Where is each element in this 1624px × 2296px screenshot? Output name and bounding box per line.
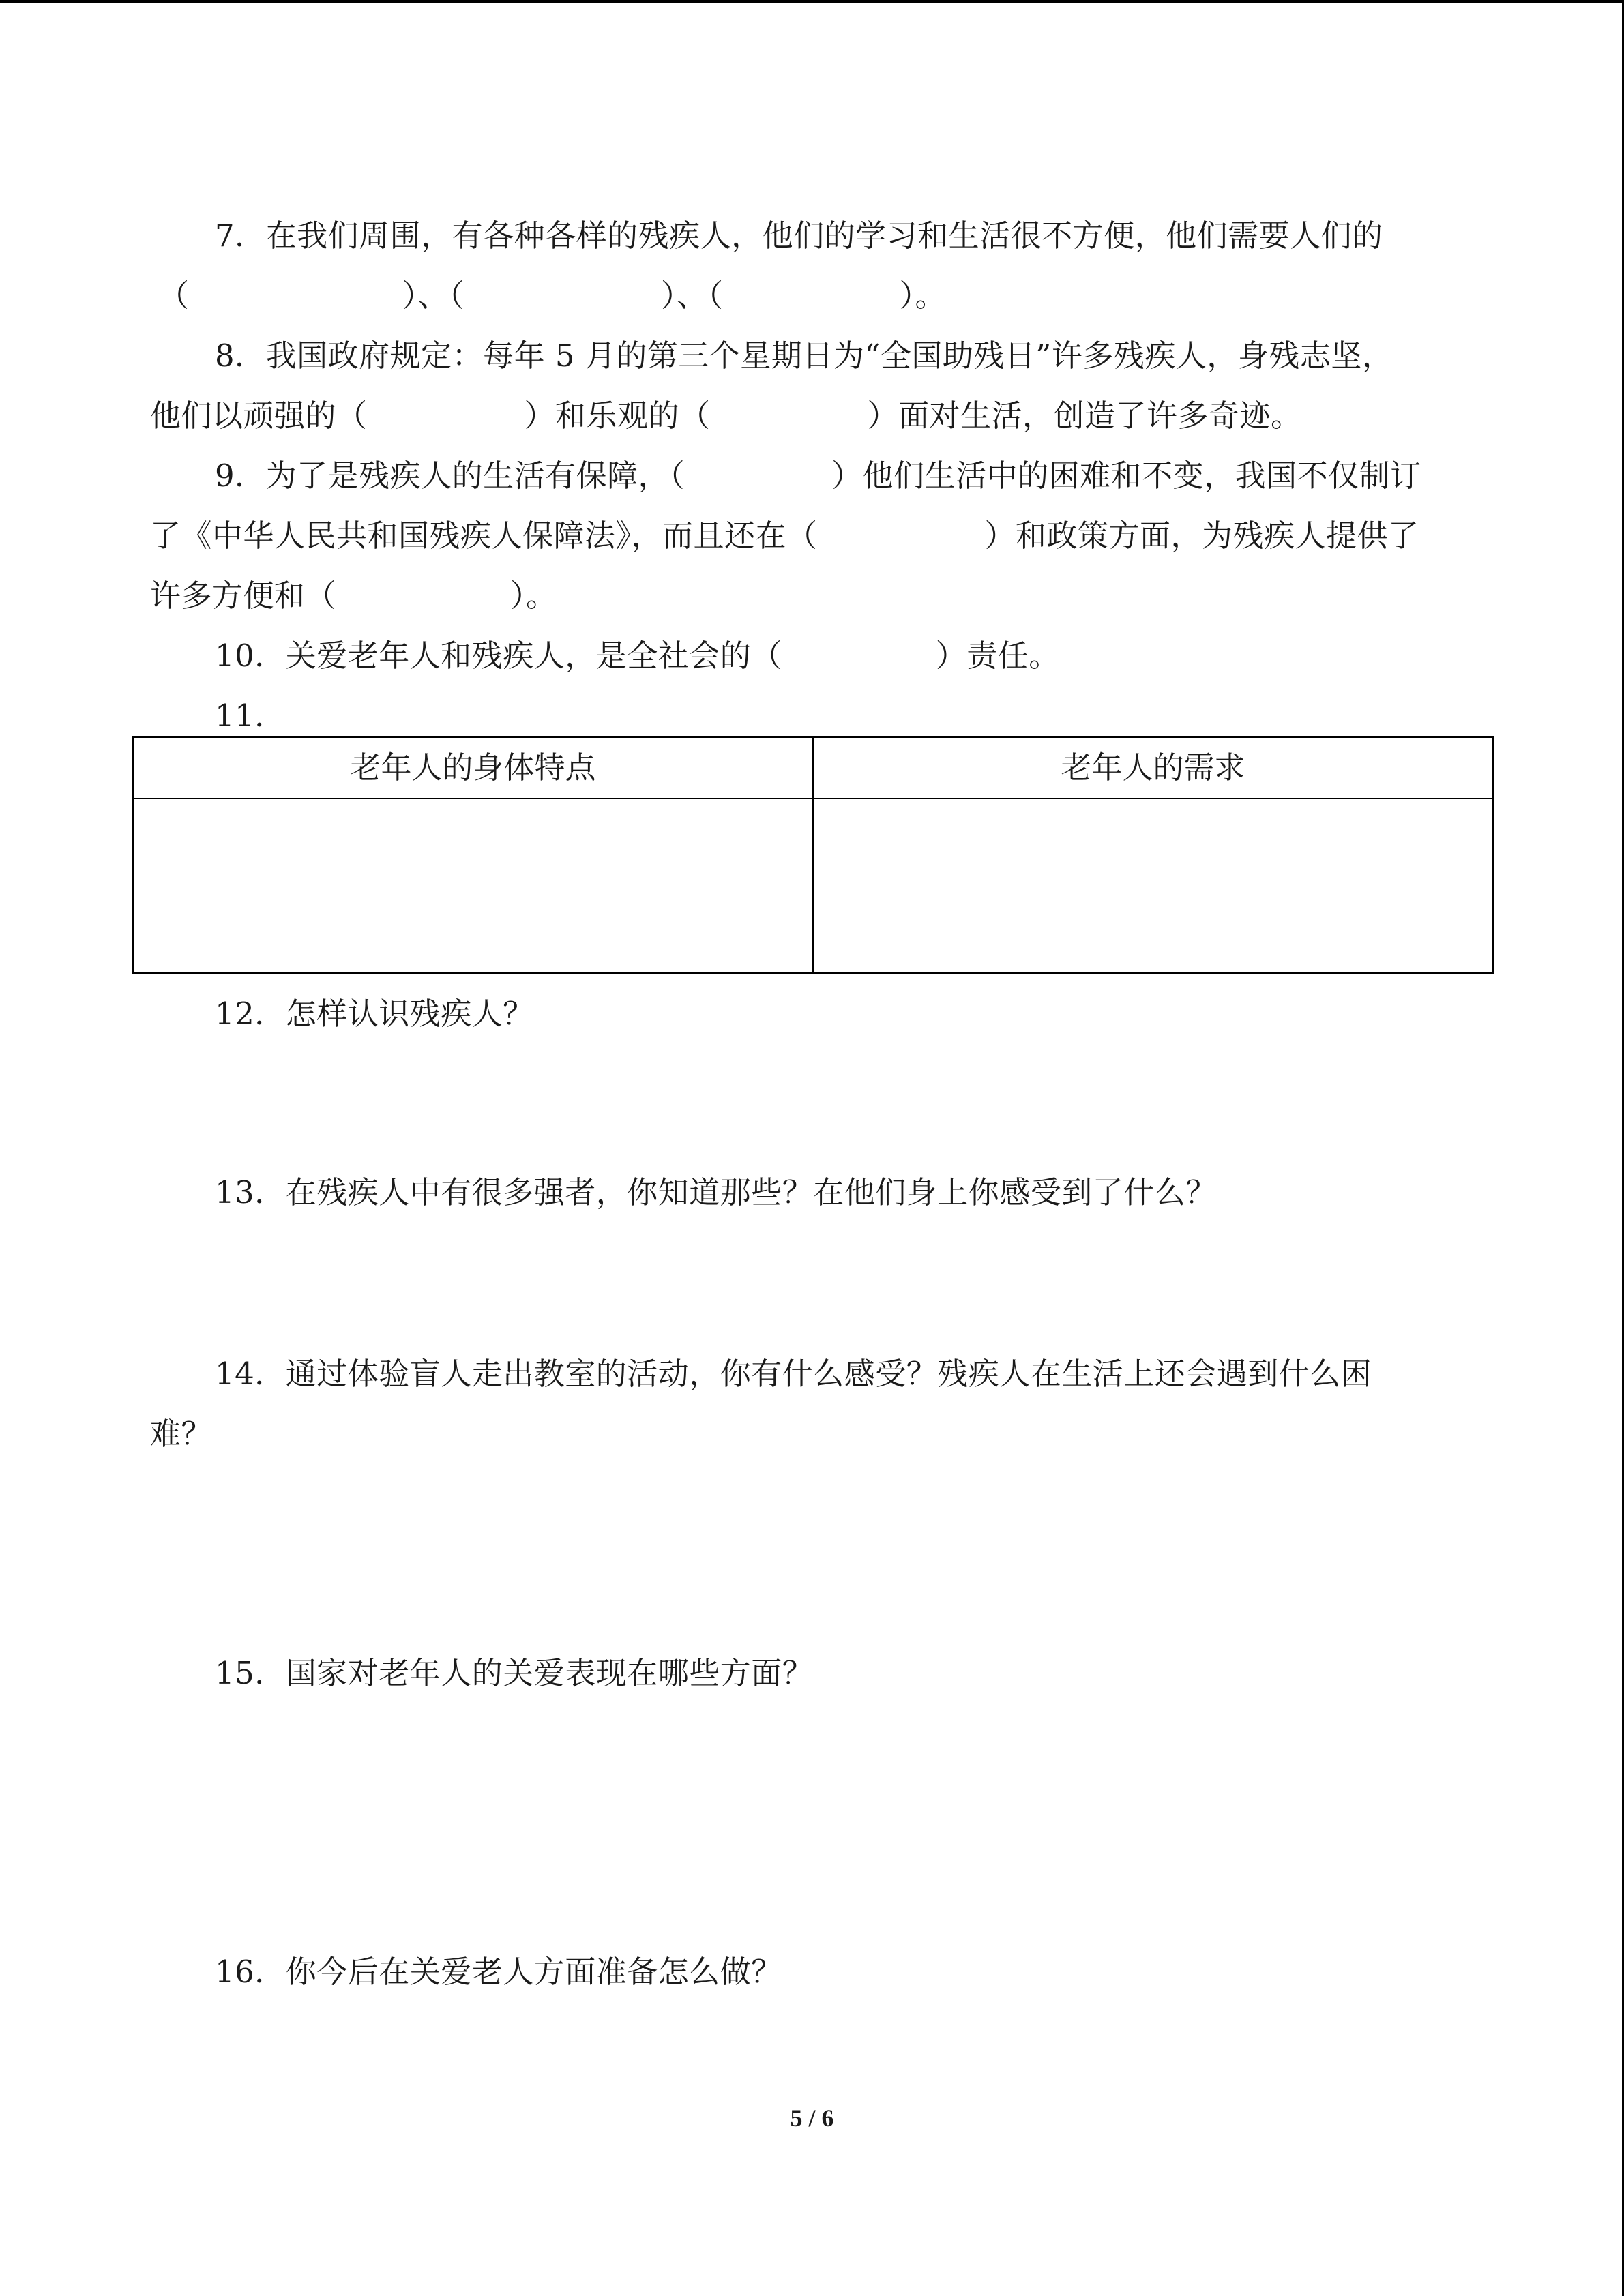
question-7-paren-open: （ <box>158 278 190 314</box>
page-number: 5 / 6 <box>790 2104 834 2132</box>
question-11-table <box>132 736 1494 974</box>
question-9-line-1 <box>215 456 1421 496</box>
question-8-line-2 <box>150 396 1302 436</box>
question-7-line-2 <box>158 275 946 316</box>
question-15: 15．国家对老年人的关爱表现在哪些方面？ <box>215 1655 814 1691</box>
question-8-line-1: 8．我国政府规定：每年 5 月的第三个星期日为“全国助残日”许多残疾人，身残志坚， <box>215 338 1393 374</box>
question-7-separator-2: ）、（ <box>661 278 724 314</box>
question-7-separator-1: ）、（ <box>402 278 465 314</box>
question-16: 16．你今后在关爱老人方面准备怎么做？ <box>215 1954 782 1990</box>
question-9-text-2: ）他们生活中的困难和不变，我国不仅制订 <box>831 458 1421 494</box>
page-border-top <box>0 0 1624 3</box>
question-13: 13．在残疾人中有很多强者，你知道那些？在他们身上你感受到了什么？ <box>215 1174 1217 1210</box>
table-cell-physical-traits-answer[interactable] <box>133 799 813 973</box>
question-10-text-1: 10．关爱老年人和残疾人，是全社会的（ <box>215 638 782 674</box>
question-8-text-2: ）和乐观的（ <box>524 398 711 434</box>
question-10 <box>215 636 1060 676</box>
question-8-text-3: ）面对生活，创造了许多奇迹。 <box>867 398 1302 434</box>
question-9-text-1: 9．为了是残疾人的生活有保障，（ <box>215 458 685 494</box>
table-header-physical-traits: 老年人的身体特点 <box>133 737 813 799</box>
question-9-line-3 <box>150 576 557 616</box>
question-9-text-4: ）和政策方面，为残疾人提供了 <box>984 518 1419 554</box>
table-header-needs: 老年人的需求 <box>813 737 1493 799</box>
question-9-line-2 <box>150 516 1419 556</box>
question-10-text-2: ）责任。 <box>935 638 1060 674</box>
question-9-text-3: 了《中华人民共和国残疾人保障法》，而且还在（ <box>150 518 818 554</box>
table-cell-needs-answer[interactable] <box>813 799 1493 973</box>
question-14-line-1: 14．通过体验盲人走出教室的活动，你有什么感受？残疾人在生活上还会遇到什么困 <box>215 1356 1372 1392</box>
question-11-label: 11． <box>215 698 286 734</box>
question-9-text-5: 许多方便和（ <box>150 578 337 614</box>
question-9-text-6: ）。 <box>510 578 557 614</box>
question-7-paren-close: ）。 <box>899 278 947 314</box>
question-7-line-1: 7．在我们周围，有各种各样的残疾人，他们的学习和生活很不方便，他们需要人们的 <box>215 218 1383 254</box>
table-header-row <box>133 737 1493 799</box>
question-12: 12．怎样认识残疾人？ <box>215 996 534 1032</box>
question-14-line-2: 难？ <box>150 1416 213 1452</box>
question-8-text-1: 他们以顽强的（ <box>150 398 368 434</box>
table-row <box>133 799 1493 973</box>
